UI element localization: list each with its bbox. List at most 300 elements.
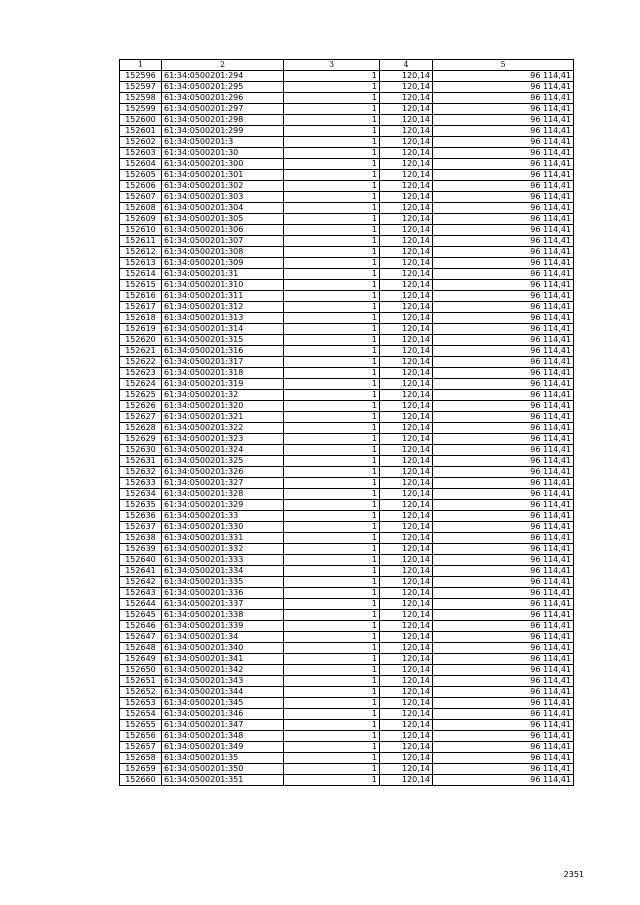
area-cell: 120,14 [380,434,433,445]
amount-cell: 96 114,41 [433,335,574,346]
table-row [120,335,574,346]
area-cell: 120,14 [380,203,433,214]
row-number-cell: 152604 [120,159,162,170]
amount-cell: 96 114,41 [433,665,574,676]
area-cell: 120,14 [380,731,433,742]
row-number-cell: 152623 [120,368,162,379]
table-row [120,632,574,643]
table-row [120,148,574,159]
amount-cell: 96 114,41 [433,203,574,214]
cadastral-number-cell: 61:34:0500201:327 [162,478,284,489]
amount-cell: 96 114,41 [433,588,574,599]
table-row [120,566,574,577]
cadastral-number-cell: 61:34:0500201:346 [162,709,284,720]
quantity-cell: 1 [284,192,380,203]
area-cell: 120,14 [380,401,433,412]
table-row [120,720,574,731]
cadastral-number-cell: 61:34:0500201:31 [162,269,284,280]
area-cell: 120,14 [380,445,433,456]
table-row [120,588,574,599]
header-row [120,60,574,71]
area-cell: 120,14 [380,269,433,280]
quantity-cell: 1 [284,148,380,159]
amount-cell: 96 114,41 [433,324,574,335]
amount-cell: 96 114,41 [433,753,574,764]
row-number-cell: 152628 [120,423,162,434]
cadastral-number-cell: 61:34:0500201:310 [162,280,284,291]
area-cell: 120,14 [380,423,433,434]
quantity-cell: 1 [284,335,380,346]
area-cell: 120,14 [380,291,433,302]
row-number-cell: 152649 [120,654,162,665]
table-row [120,544,574,555]
area-cell: 120,14 [380,544,433,555]
quantity-cell: 1 [284,291,380,302]
table-row [120,709,574,720]
row-number-cell: 152617 [120,302,162,313]
amount-cell: 96 114,41 [433,434,574,445]
cadastral-number-cell: 61:34:0500201:340 [162,643,284,654]
quantity-cell: 1 [284,203,380,214]
cadastral-number-cell: 61:34:0500201:304 [162,203,284,214]
row-number-cell: 152622 [120,357,162,368]
column-header-3: 3 [284,60,380,71]
amount-cell: 96 114,41 [433,764,574,775]
area-cell: 120,14 [380,588,433,599]
row-number-cell: 152605 [120,170,162,181]
area-cell: 120,14 [380,236,433,247]
area-cell: 120,14 [380,181,433,192]
row-number-cell: 152658 [120,753,162,764]
area-cell: 120,14 [380,764,433,775]
area-cell: 120,14 [380,555,433,566]
cadastral-number-cell: 61:34:0500201:295 [162,82,284,93]
quantity-cell: 1 [284,71,380,82]
amount-cell: 96 114,41 [433,170,574,181]
amount-cell: 96 114,41 [433,456,574,467]
amount-cell: 96 114,41 [433,137,574,148]
quantity-cell: 1 [284,390,380,401]
cadastral-number-cell: 61:34:0500201:315 [162,335,284,346]
area-cell: 120,14 [380,71,433,82]
amount-cell: 96 114,41 [433,511,574,522]
row-number-cell: 152607 [120,192,162,203]
amount-cell: 96 114,41 [433,566,574,577]
area-cell: 120,14 [380,775,433,786]
table-row [120,434,574,445]
table-row [120,621,574,632]
cadastral-number-cell: 61:34:0500201:317 [162,357,284,368]
amount-cell: 96 114,41 [433,214,574,225]
cadastral-number-cell: 61:34:0500201:321 [162,412,284,423]
area-cell: 120,14 [380,192,433,203]
area-cell: 120,14 [380,577,433,588]
row-number-cell: 152618 [120,313,162,324]
row-number-cell: 152608 [120,203,162,214]
cadastral-number-cell: 61:34:0500201:312 [162,302,284,313]
table-row [120,269,574,280]
area-cell: 120,14 [380,676,433,687]
row-number-cell: 152647 [120,632,162,643]
area-cell: 120,14 [380,489,433,500]
column-header-5: 5 [433,60,574,71]
row-number-cell: 152659 [120,764,162,775]
table-row [120,687,574,698]
table-row [120,731,574,742]
cadastral-number-cell: 61:34:0500201:320 [162,401,284,412]
quantity-cell: 1 [284,346,380,357]
table-row [120,346,574,357]
amount-cell: 96 114,41 [433,401,574,412]
quantity-cell: 1 [284,214,380,225]
cadastral-number-cell: 61:34:0500201:332 [162,544,284,555]
table-row [120,104,574,115]
table-row [120,170,574,181]
cadastral-number-cell: 61:34:0500201:328 [162,489,284,500]
quantity-cell: 1 [284,500,380,511]
table-row [120,555,574,566]
quantity-cell: 1 [284,82,380,93]
amount-cell: 96 114,41 [433,104,574,115]
table-row [120,280,574,291]
row-number-cell: 152609 [120,214,162,225]
amount-cell: 96 114,41 [433,489,574,500]
row-number-cell: 152639 [120,544,162,555]
cadastral-number-cell: 61:34:0500201:319 [162,379,284,390]
table-row [120,181,574,192]
cadastral-number-cell: 61:34:0500201:311 [162,291,284,302]
cadastral-number-cell: 61:34:0500201:345 [162,698,284,709]
table-row [120,93,574,104]
area-cell: 120,14 [380,720,433,731]
cadastral-number-cell: 61:34:0500201:307 [162,236,284,247]
table-row [120,192,574,203]
quantity-cell: 1 [284,478,380,489]
area-cell: 120,14 [380,665,433,676]
row-number-cell: 152640 [120,555,162,566]
table-row [120,698,574,709]
amount-cell: 96 114,41 [433,236,574,247]
cadastral-number-cell: 61:34:0500201:351 [162,775,284,786]
row-number-cell: 152648 [120,643,162,654]
quantity-cell: 1 [284,137,380,148]
quantity-cell: 1 [284,313,380,324]
table-row [120,379,574,390]
cadastral-number-cell: 61:34:0500201:318 [162,368,284,379]
area-cell: 120,14 [380,324,433,335]
row-number-cell: 152601 [120,126,162,137]
amount-cell: 96 114,41 [433,291,574,302]
area-cell: 120,14 [380,357,433,368]
area-cell: 120,14 [380,225,433,236]
area-cell: 120,14 [380,313,433,324]
amount-cell: 96 114,41 [433,82,574,93]
quantity-cell: 1 [284,280,380,291]
table-row [120,126,574,137]
quantity-cell: 1 [284,379,380,390]
table-row [120,82,574,93]
area-cell: 120,14 [380,379,433,390]
amount-cell: 96 114,41 [433,412,574,423]
cadastral-number-cell: 61:34:0500201:347 [162,720,284,731]
area-cell: 120,14 [380,368,433,379]
row-number-cell: 152660 [120,775,162,786]
row-number-cell: 152598 [120,93,162,104]
quantity-cell: 1 [284,324,380,335]
quantity-cell: 1 [284,676,380,687]
amount-cell: 96 114,41 [433,555,574,566]
table-row [120,511,574,522]
cadastral-number-cell: 61:34:0500201:32 [162,390,284,401]
row-number-cell: 152643 [120,588,162,599]
row-number-cell: 152644 [120,599,162,610]
table-row [120,599,574,610]
area-cell: 120,14 [380,104,433,115]
cadastral-number-cell: 61:34:0500201:296 [162,93,284,104]
area-cell: 120,14 [380,93,433,104]
quantity-cell: 1 [284,753,380,764]
quantity-cell: 1 [284,225,380,236]
table-row [120,236,574,247]
row-number-cell: 152620 [120,335,162,346]
cadastral-number-cell: 61:34:0500201:342 [162,665,284,676]
cadastral-number-cell: 61:34:0500201:309 [162,258,284,269]
area-cell: 120,14 [380,467,433,478]
amount-cell: 96 114,41 [433,643,574,654]
amount-cell: 96 114,41 [433,698,574,709]
table-row [120,423,574,434]
row-number-cell: 152625 [120,390,162,401]
row-number-cell: 152599 [120,104,162,115]
quantity-cell: 1 [284,445,380,456]
amount-cell: 96 114,41 [433,269,574,280]
cadastral-number-cell: 61:34:0500201:343 [162,676,284,687]
table-row [120,456,574,467]
quantity-cell: 1 [284,115,380,126]
row-number-cell: 152655 [120,720,162,731]
table-row [120,115,574,126]
row-number-cell: 152612 [120,247,162,258]
table-row [120,357,574,368]
amount-cell: 96 114,41 [433,280,574,291]
amount-cell: 96 114,41 [433,775,574,786]
table-row [120,368,574,379]
quantity-cell: 1 [284,302,380,313]
quantity-cell: 1 [284,621,380,632]
table-row [120,742,574,753]
quantity-cell: 1 [284,577,380,588]
row-number-cell: 152616 [120,291,162,302]
cadastral-number-cell: 61:34:0500201:316 [162,346,284,357]
area-cell: 120,14 [380,698,433,709]
row-number-cell: 152636 [120,511,162,522]
table-row [120,753,574,764]
table-row [120,445,574,456]
row-number-cell: 152602 [120,137,162,148]
row-number-cell: 152637 [120,522,162,533]
quantity-cell: 1 [284,709,380,720]
amount-cell: 96 114,41 [433,258,574,269]
row-number-cell: 152615 [120,280,162,291]
quantity-cell: 1 [284,236,380,247]
table-row [120,775,574,786]
area-cell: 120,14 [380,280,433,291]
row-number-cell: 152610 [120,225,162,236]
area-cell: 120,14 [380,511,433,522]
amount-cell: 96 114,41 [433,247,574,258]
table-row [120,203,574,214]
cadastral-number-cell: 61:34:0500201:300 [162,159,284,170]
cadastral-number-cell: 61:34:0500201:34 [162,632,284,643]
amount-cell: 96 114,41 [433,500,574,511]
quantity-cell: 1 [284,423,380,434]
row-number-cell: 152613 [120,258,162,269]
quantity-cell: 1 [284,170,380,181]
cadastral-number-cell: 61:34:0500201:331 [162,533,284,544]
table-row [120,159,574,170]
row-number-cell: 152611 [120,236,162,247]
table-row [120,258,574,269]
table-row [120,225,574,236]
area-cell: 120,14 [380,753,433,764]
amount-cell: 96 114,41 [433,313,574,324]
amount-cell: 96 114,41 [433,654,574,665]
cadastral-number-cell: 61:34:0500201:313 [162,313,284,324]
quantity-cell: 1 [284,566,380,577]
table-row [120,577,574,588]
amount-cell: 96 114,41 [433,621,574,632]
table-row [120,313,574,324]
area-cell: 120,14 [380,302,433,313]
area-cell: 120,14 [380,500,433,511]
row-number-cell: 152642 [120,577,162,588]
row-number-cell: 152632 [120,467,162,478]
cadastral-number-cell: 61:34:0500201:302 [162,181,284,192]
table-row [120,522,574,533]
row-number-cell: 152635 [120,500,162,511]
cadastral-number-cell: 61:34:0500201:298 [162,115,284,126]
amount-cell: 96 114,41 [433,192,574,203]
table-row [120,500,574,511]
row-number-cell: 152614 [120,269,162,280]
amount-cell: 96 114,41 [433,423,574,434]
row-number-cell: 152603 [120,148,162,159]
quantity-cell: 1 [284,654,380,665]
cadastral-number-cell: 61:34:0500201:349 [162,742,284,753]
amount-cell: 96 114,41 [433,632,574,643]
amount-cell: 96 114,41 [433,93,574,104]
quantity-cell: 1 [284,357,380,368]
row-number-cell: 152606 [120,181,162,192]
row-number-cell: 152654 [120,709,162,720]
cadastral-number-cell: 61:34:0500201:299 [162,126,284,137]
row-number-cell: 152621 [120,346,162,357]
area-cell: 120,14 [380,390,433,401]
quantity-cell: 1 [284,764,380,775]
cadastral-number-cell: 61:34:0500201:297 [162,104,284,115]
area-cell: 120,14 [380,335,433,346]
cadastral-number-cell: 61:34:0500201:303 [162,192,284,203]
cadastral-number-cell: 61:34:0500201:350 [162,764,284,775]
quantity-cell: 1 [284,401,380,412]
amount-cell: 96 114,41 [433,599,574,610]
amount-cell: 96 114,41 [433,302,574,313]
cadastral-number-cell: 61:34:0500201:323 [162,434,284,445]
row-number-cell: 152631 [120,456,162,467]
cadastral-number-cell: 61:34:0500201:294 [162,71,284,82]
page-number: 2351 [563,870,584,879]
row-number-cell: 152597 [120,82,162,93]
area-cell: 120,14 [380,346,433,357]
amount-cell: 96 114,41 [433,467,574,478]
area-cell: 120,14 [380,632,433,643]
area-cell: 120,14 [380,709,433,720]
cadastral-number-cell: 61:34:0500201:339 [162,621,284,632]
row-number-cell: 152624 [120,379,162,390]
cadastral-number-cell: 61:34:0500201:324 [162,445,284,456]
table-body [120,71,574,786]
row-number-cell: 152626 [120,401,162,412]
quantity-cell: 1 [284,467,380,478]
cadastral-number-cell: 61:34:0500201:308 [162,247,284,258]
amount-cell: 96 114,41 [433,368,574,379]
amount-cell: 96 114,41 [433,445,574,456]
area-cell: 120,14 [380,115,433,126]
cadastral-number-cell: 61:34:0500201:338 [162,610,284,621]
table-row [120,665,574,676]
amount-cell: 96 114,41 [433,709,574,720]
area-cell: 120,14 [380,258,433,269]
area-cell: 120,14 [380,137,433,148]
quantity-cell: 1 [284,247,380,258]
amount-cell: 96 114,41 [433,159,574,170]
cadastral-number-cell: 61:34:0500201:325 [162,456,284,467]
row-number-cell: 152641 [120,566,162,577]
row-number-cell: 152657 [120,742,162,753]
cadastral-number-cell: 61:34:0500201:334 [162,566,284,577]
amount-cell: 96 114,41 [433,357,574,368]
cadastral-number-cell: 61:34:0500201:348 [162,731,284,742]
quantity-cell: 1 [284,269,380,280]
cadastral-number-cell: 61:34:0500201:3 [162,137,284,148]
cadastral-number-cell: 61:34:0500201:301 [162,170,284,181]
cadastral-number-cell: 61:34:0500201:333 [162,555,284,566]
quantity-cell: 1 [284,588,380,599]
amount-cell: 96 114,41 [433,522,574,533]
cadastral-number-cell: 61:34:0500201:322 [162,423,284,434]
quantity-cell: 1 [284,93,380,104]
quantity-cell: 1 [284,368,380,379]
amount-cell: 96 114,41 [433,731,574,742]
area-cell: 120,14 [380,522,433,533]
area-cell: 120,14 [380,621,433,632]
quantity-cell: 1 [284,258,380,269]
quantity-cell: 1 [284,687,380,698]
row-number-cell: 152653 [120,698,162,709]
area-cell: 120,14 [380,159,433,170]
amount-cell: 96 114,41 [433,148,574,159]
cadastral-number-cell: 61:34:0500201:344 [162,687,284,698]
quantity-cell: 1 [284,632,380,643]
table-row [120,247,574,258]
table-row [120,489,574,500]
area-cell: 120,14 [380,742,433,753]
table-row [120,324,574,335]
area-cell: 120,14 [380,126,433,137]
cadastral-number-cell: 61:34:0500201:329 [162,500,284,511]
table-row [120,610,574,621]
row-number-cell: 152656 [120,731,162,742]
